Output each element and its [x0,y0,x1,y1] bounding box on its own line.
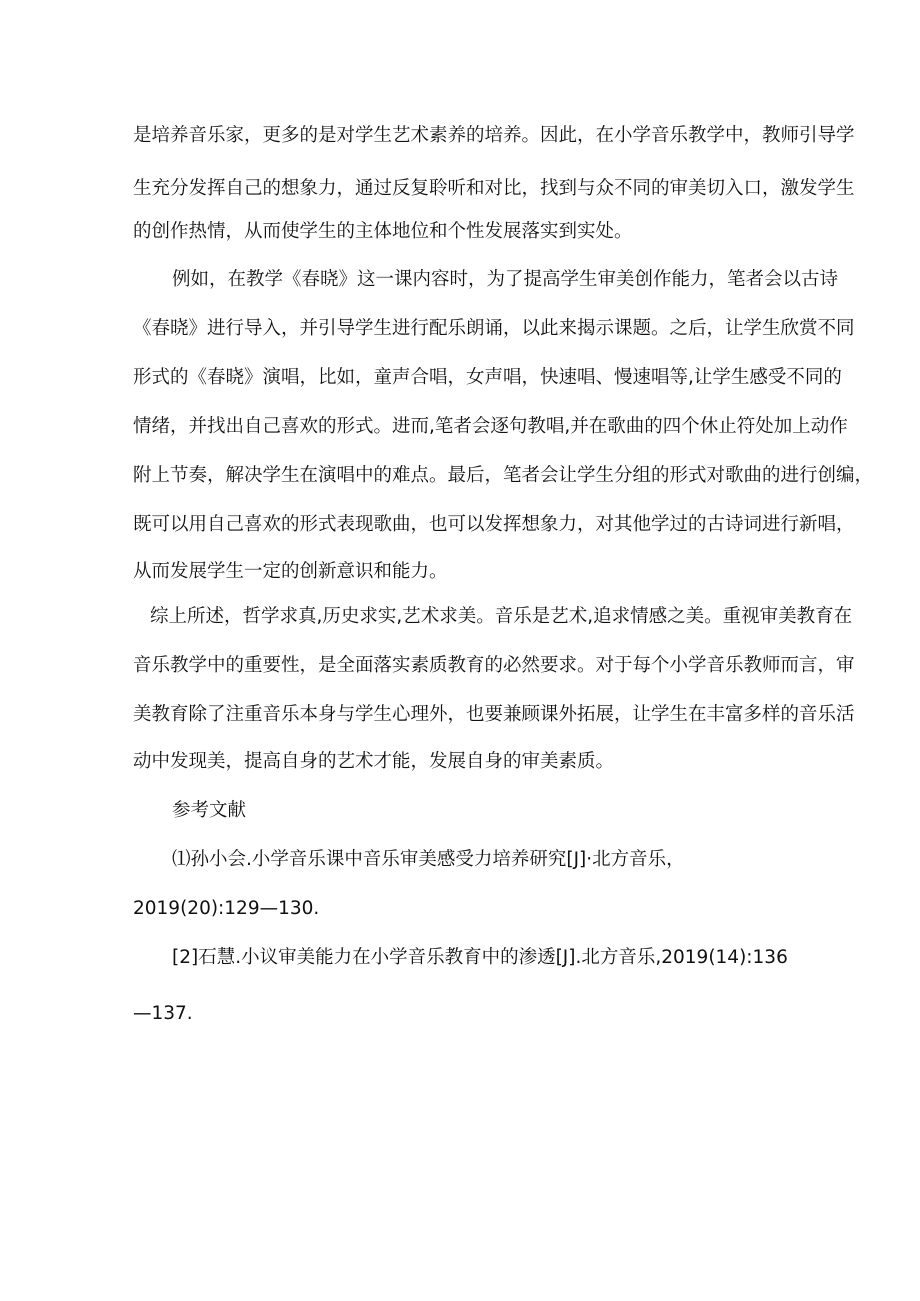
reference-1-line-2: 2019(20):129—130. [133,898,320,919]
references-heading: 参考文献 [172,800,247,821]
paragraph-3-line-4: 动中发现美，提高自身的艺术才能，发展自身的审美素质。 [133,751,615,772]
reference-2-line-2: —137. [133,1003,193,1024]
paragraph-1-line-3: 的创作热情，从而使学生的主体地位和个性发展落实到实处。 [133,221,633,242]
paragraph-2-line-4: 情绪，并找出自己喜欢的形式。进而,笔者会逐句教唱,并在歌曲的四个休止符处加上动作 [133,416,848,437]
reference-2-line-1: [2]石慧.小议审美能力在小学音乐教育中的渗透[J].北方音乐,2019(14):136 [172,947,788,968]
paragraph-2-line-2: 《春晓》进行导入，并引导学生进行配乐朗诵，以此来揭示课题。之后，让学生欣赏不同 [133,318,855,339]
paragraph-2-line-5: 附上节奏，解决学生在演唱中的难点。最后，笔者会让学生分组的形式对歌曲的进行创编， [133,465,874,486]
paragraph-3-line-2: 音乐教学中的重要性，是全面落实素质教育的必然要求。对于每个小学音乐教师而言，审 [133,655,855,676]
paragraph-2-line-6: 既可以用自己喜欢的形式表现歌曲，也可以发挥想象力，对其他学过的古诗词进行新唱， [133,514,855,535]
paragraph-2-line-3: 形式的《春晓》演唱，比如，童声合唱，女声唱，快速唱、慢速唱等,让学生感受不同的 [133,367,842,388]
paragraph-2-line-1: 例如，在教学《春晓》这一课内容时，为了提高学生审美创作能力，笔者会以古诗 [172,269,839,290]
paragraph-2-line-7: 从而发展学生一定的创新意识和能力。 [133,561,448,582]
paragraph-3-line-3: 美教育除了注重音乐本身与学生心理外，也要兼顾课外拓展，让学生在丰富多样的音乐活 [133,704,855,725]
reference-1-line-1: ⑴孙小会.小学音乐课中音乐审美感受力培养研究[J]·北方音乐， [172,849,685,870]
paragraph-1-line-2: 生充分发挥自己的想象力，通过反复聆听和对比，找到与众不同的审美切入口，激发学生 [133,178,855,199]
paragraph-3-line-1: 综上所述，哲学求真,历史求实,艺术求美。音乐是艺术,追求情感之美。重视审美教育在 [150,606,853,627]
paragraph-1-line-1: 是培养音乐家，更多的是对学生艺术素养的培养。因此，在小学音乐教学中，教师引导学 [133,125,855,146]
